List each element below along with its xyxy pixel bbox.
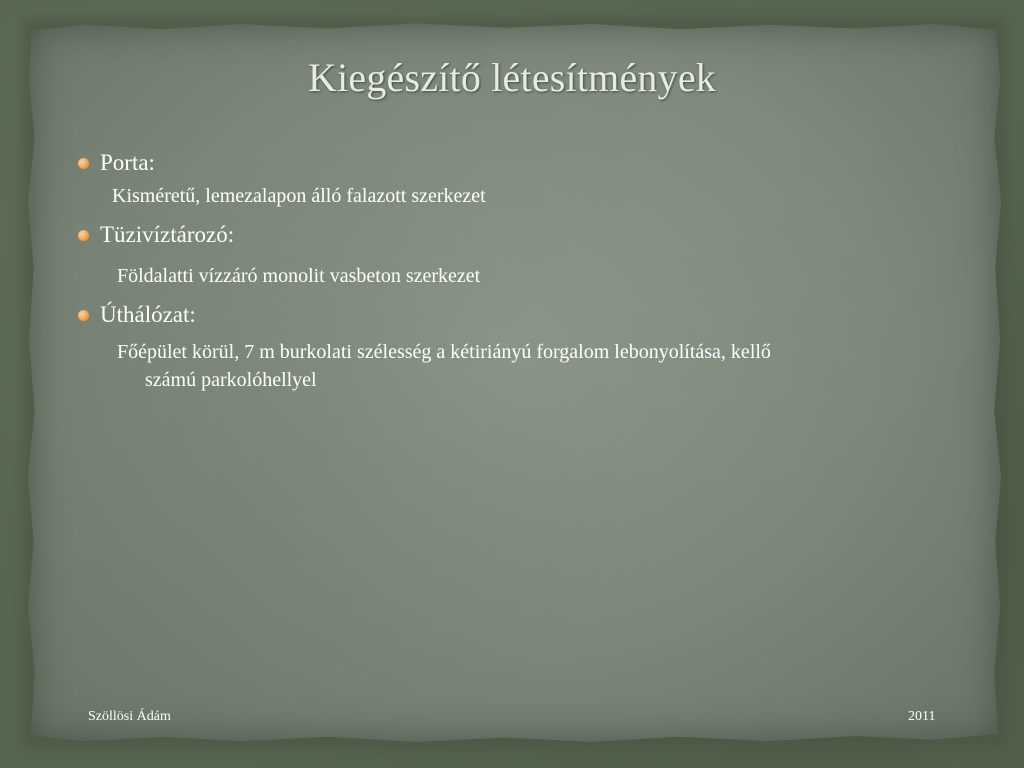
bullet-item-tuzivíztarozo [78, 218, 978, 252]
bullet-label: Úthálózat: [100, 302, 196, 327]
slide-content [78, 146, 978, 398]
footer-author: Szöllösi Ádám [88, 709, 171, 724]
bullet-label: Tüzivíztározó: [100, 222, 235, 247]
footer-year: 2011 [908, 709, 936, 724]
bullet-dot-icon [78, 310, 89, 321]
bullet-item-porta [78, 146, 978, 180]
bullet-detail: Földalatti vízzáró monolit vasbeton szerkezet [117, 265, 481, 287]
bullet-detail: Kisméretű, lemezalapon álló falazott szerkezet [112, 185, 486, 207]
bullet-dot-icon [78, 230, 89, 241]
bullet-dot-icon [78, 158, 89, 169]
bullet-detail-line-2: számú parkolóhellyel [145, 369, 317, 391]
bullet-item-uthalozat [78, 298, 978, 332]
bullet-detail [78, 338, 977, 394]
bullet-detail-line-1: Főépület körül, 7 m burkolati szélesség a kétiriányú forgalom lebonyolítása, kellő [117, 341, 771, 363]
slide-title: Kiegészítő létesítmények [307, 55, 716, 100]
bullet-label: Porta: [100, 150, 155, 175]
